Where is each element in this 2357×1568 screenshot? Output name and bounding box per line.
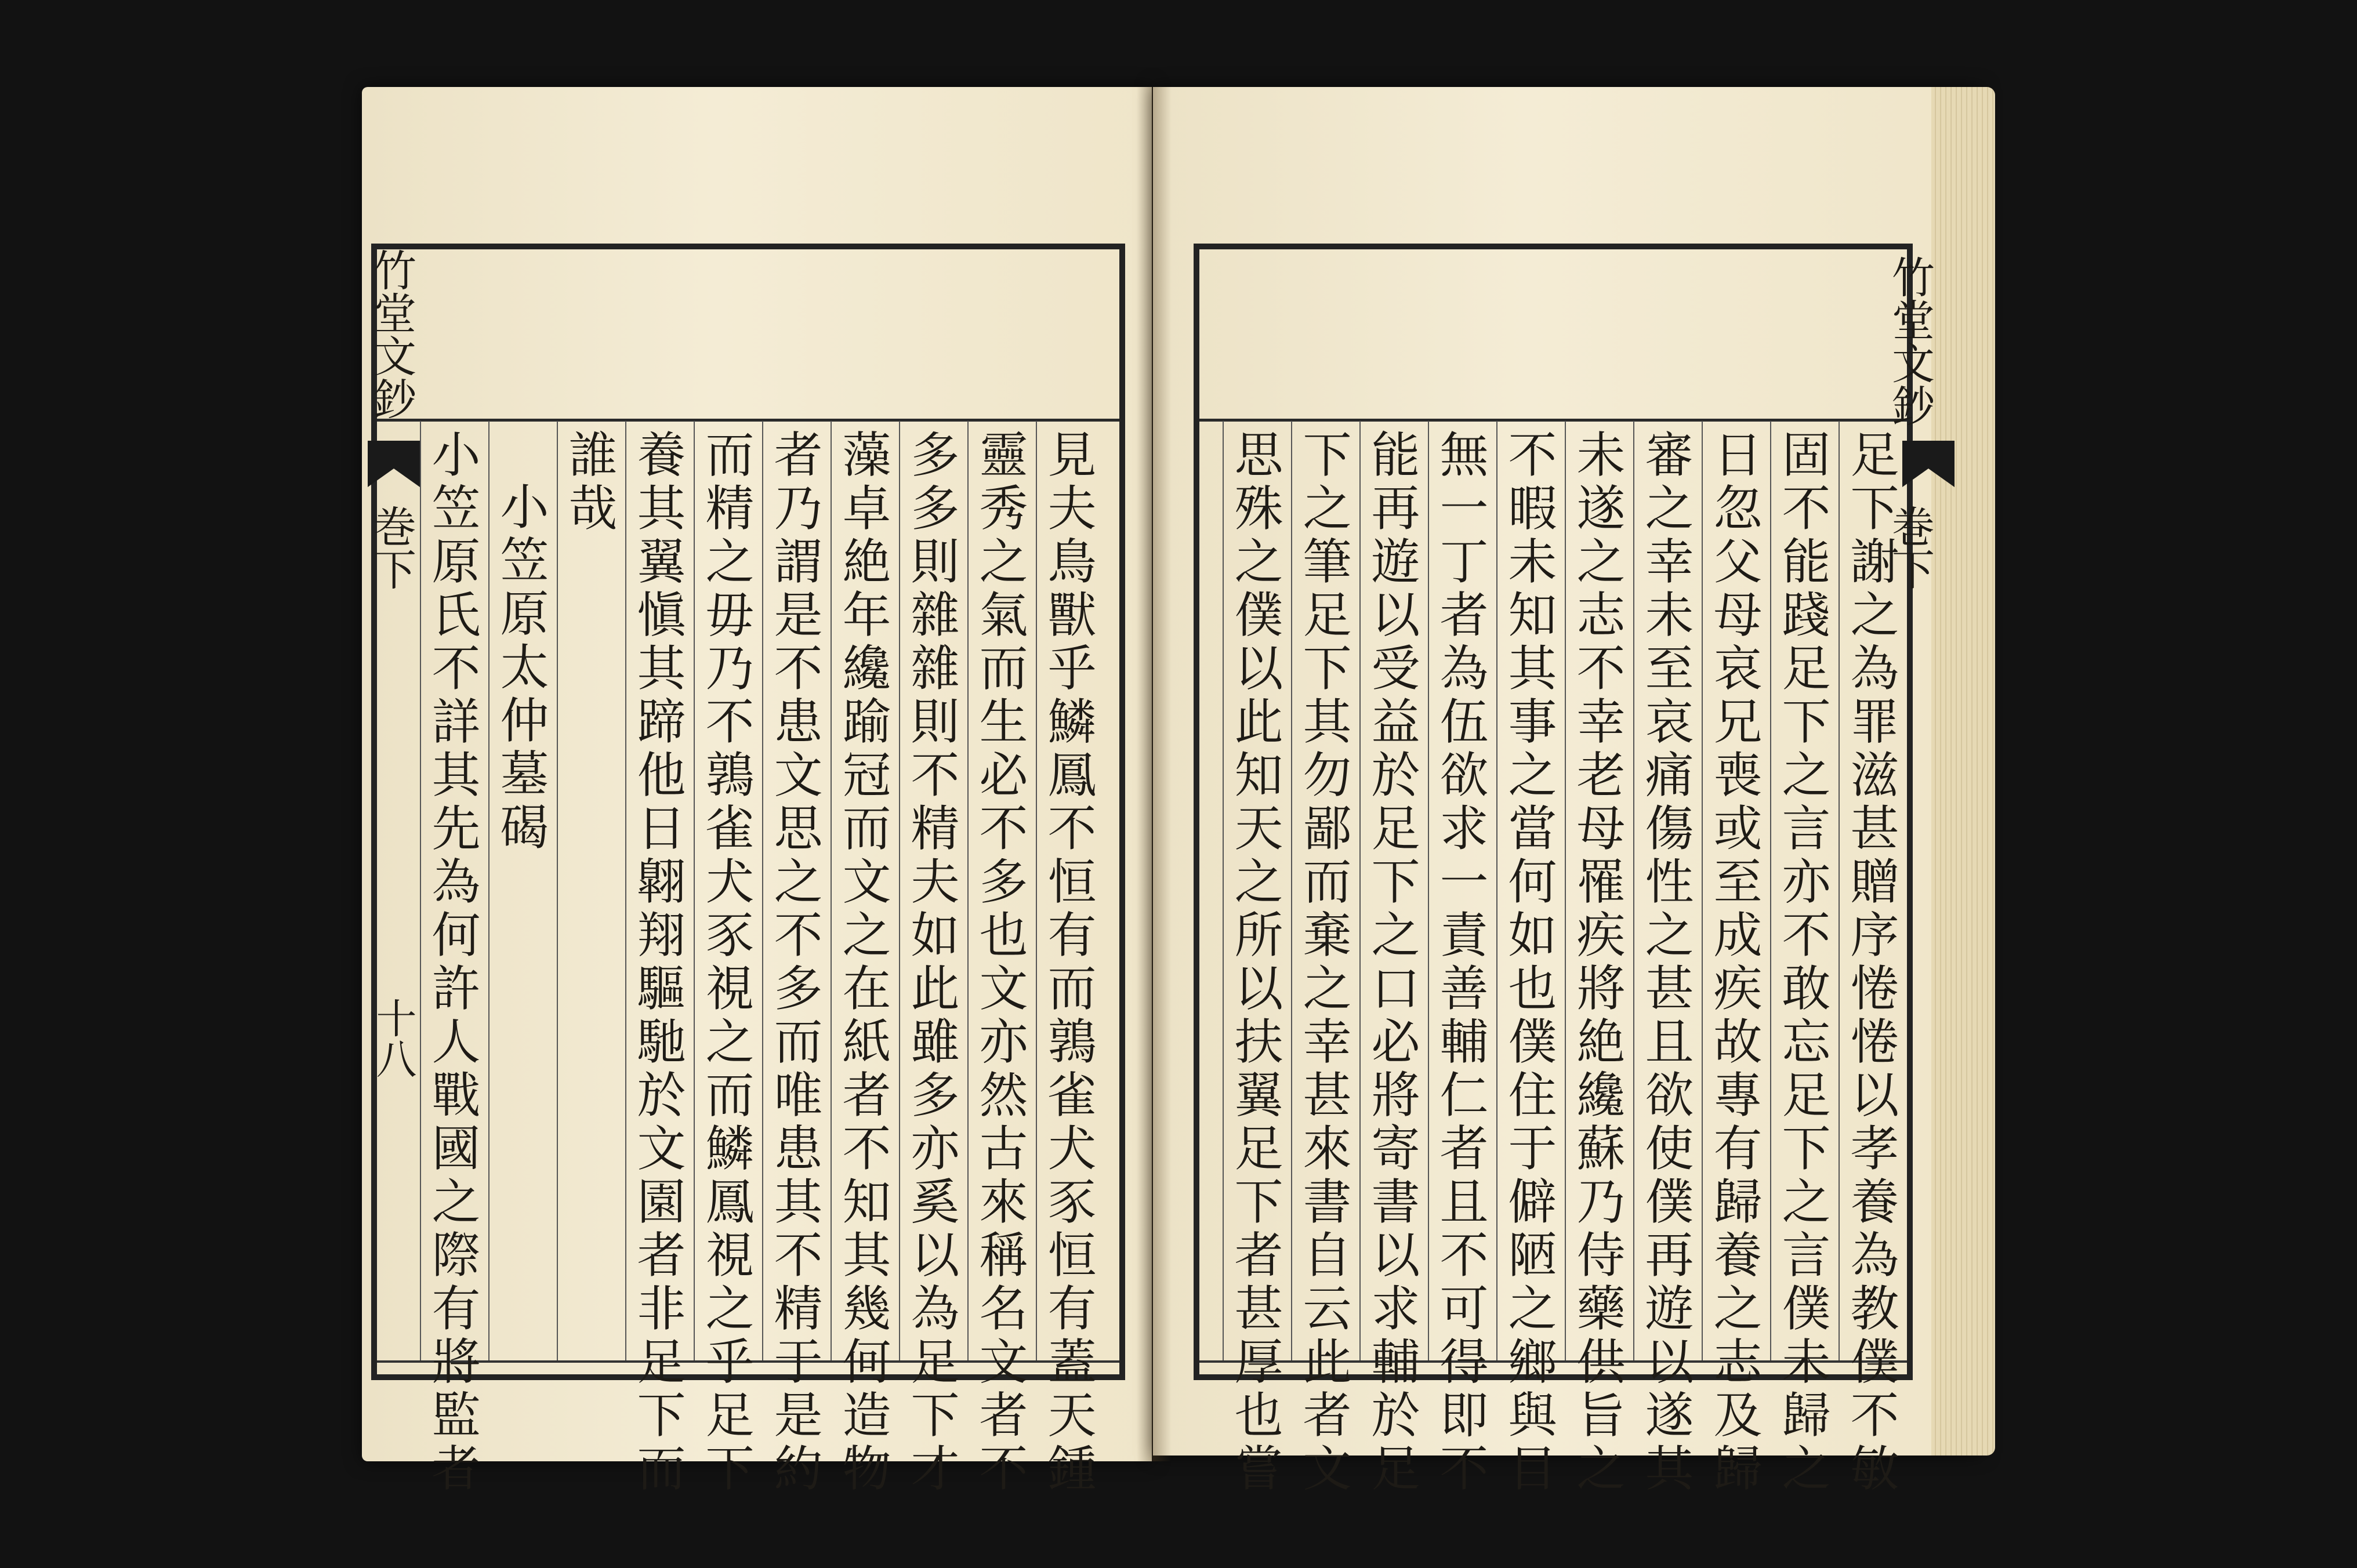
- left-text-column-4: 藻卓絶年纔踰冠而文之在紙者不知其幾何造物: [835, 429, 891, 1496]
- column-rule: [899, 421, 900, 1360]
- column-rule: [1496, 421, 1497, 1360]
- right-text-column-4: 審之幸未至哀痛傷性之甚且欲使僕再遊以遂其: [1637, 429, 1694, 1496]
- column-rule: [1770, 421, 1771, 1360]
- column-rule: [1565, 421, 1566, 1360]
- column-rule: [694, 421, 695, 1360]
- column-rule: [1223, 421, 1224, 1360]
- column-rule: [625, 421, 626, 1360]
- right-text-column-2: 固不能踐足下之言亦不敢忘足下之言僕未歸之: [1774, 429, 1831, 1496]
- left-text-column-8: 誰哉: [561, 429, 618, 536]
- right-text-column-7: 無一丁者為伍欲求一責善輔仁者且不可得即不: [1432, 429, 1489, 1496]
- left-text-column-2: 靈秀之氣而生必不多也文亦然古來稱名文者不: [971, 429, 1028, 1496]
- column-rule: [557, 421, 558, 1360]
- left-folio-number: 十八: [369, 997, 417, 1079]
- column-rule: [1633, 421, 1634, 1360]
- right-text-column-10: 思殊之僕以此知天之所以扶翼足下者甚厚也嘗: [1227, 429, 1283, 1496]
- left-text-column-7: 養其翼愼其蹄他日翺翔驅馳於文園者非足下而: [629, 429, 686, 1496]
- left-text-column-5: 者乃謂是不患文思之不多而唯患其不精于是約: [766, 429, 823, 1496]
- column-rule: [420, 421, 421, 1360]
- column-rule: [1291, 421, 1292, 1360]
- column-rule: [762, 421, 763, 1360]
- column-rule: [1702, 421, 1703, 1360]
- right-text-column-6: 不暇未知其事之當何如也僕住于僻陋之鄉與目: [1500, 429, 1557, 1496]
- left-text-column-10: 小笠原氏不詳其先為何許人戰國之際有將監者: [424, 429, 481, 1496]
- left-text-column-3: 多多則雜雜則不精夫如此雖多亦奚以為足下才: [903, 429, 960, 1496]
- left-text-column-1: 見夫鳥獸乎鱗鳳不恒有而鶉雀犬豕恒有蓋天鍾: [1040, 429, 1097, 1496]
- right-text-column-9: 下之筆足下其勿鄙而棄之幸甚來書自云此者文: [1295, 429, 1352, 1496]
- column-rule: [831, 421, 832, 1360]
- left-text-column-6: 而精之毋乃不鶉雀犬豕視之而鱗鳳視之乎足下: [698, 429, 755, 1496]
- right-hashira-title: 竹堂文鈔: [1885, 255, 1935, 427]
- column-rule: [1359, 421, 1361, 1360]
- right-hashira-volume: 巻下: [1885, 504, 1935, 590]
- right-header-rule: [1199, 419, 1907, 422]
- left-hashira-volume: 巻下: [367, 504, 416, 590]
- column-rule: [488, 421, 489, 1360]
- left-section-heading: 小笠原太仲墓碣: [492, 481, 549, 855]
- page-edges: [1931, 87, 1995, 1456]
- book-gutter: [1137, 87, 1172, 1461]
- left-hashira-title: 竹堂文鈔: [367, 248, 416, 420]
- column-rule: [1839, 421, 1840, 1360]
- right-text-column-8: 能再遊以受益於足下之口必將寄書以求輔於足: [1364, 429, 1420, 1496]
- column-rule: [967, 421, 969, 1360]
- right-text-column-1: 足下謝之為罪滋甚贈序惓惓以孝養為教僕不敏: [1843, 429, 1899, 1496]
- right-text-column-3: 日忽父母哀兄喪或至成疾故專有歸養之志及歸: [1706, 429, 1763, 1496]
- right-text-column-5: 未遂之志不幸老母罹疾將絶纔蘇乃侍藥供旨之: [1569, 429, 1626, 1496]
- column-rule: [1036, 421, 1037, 1360]
- column-rule: [1428, 421, 1429, 1360]
